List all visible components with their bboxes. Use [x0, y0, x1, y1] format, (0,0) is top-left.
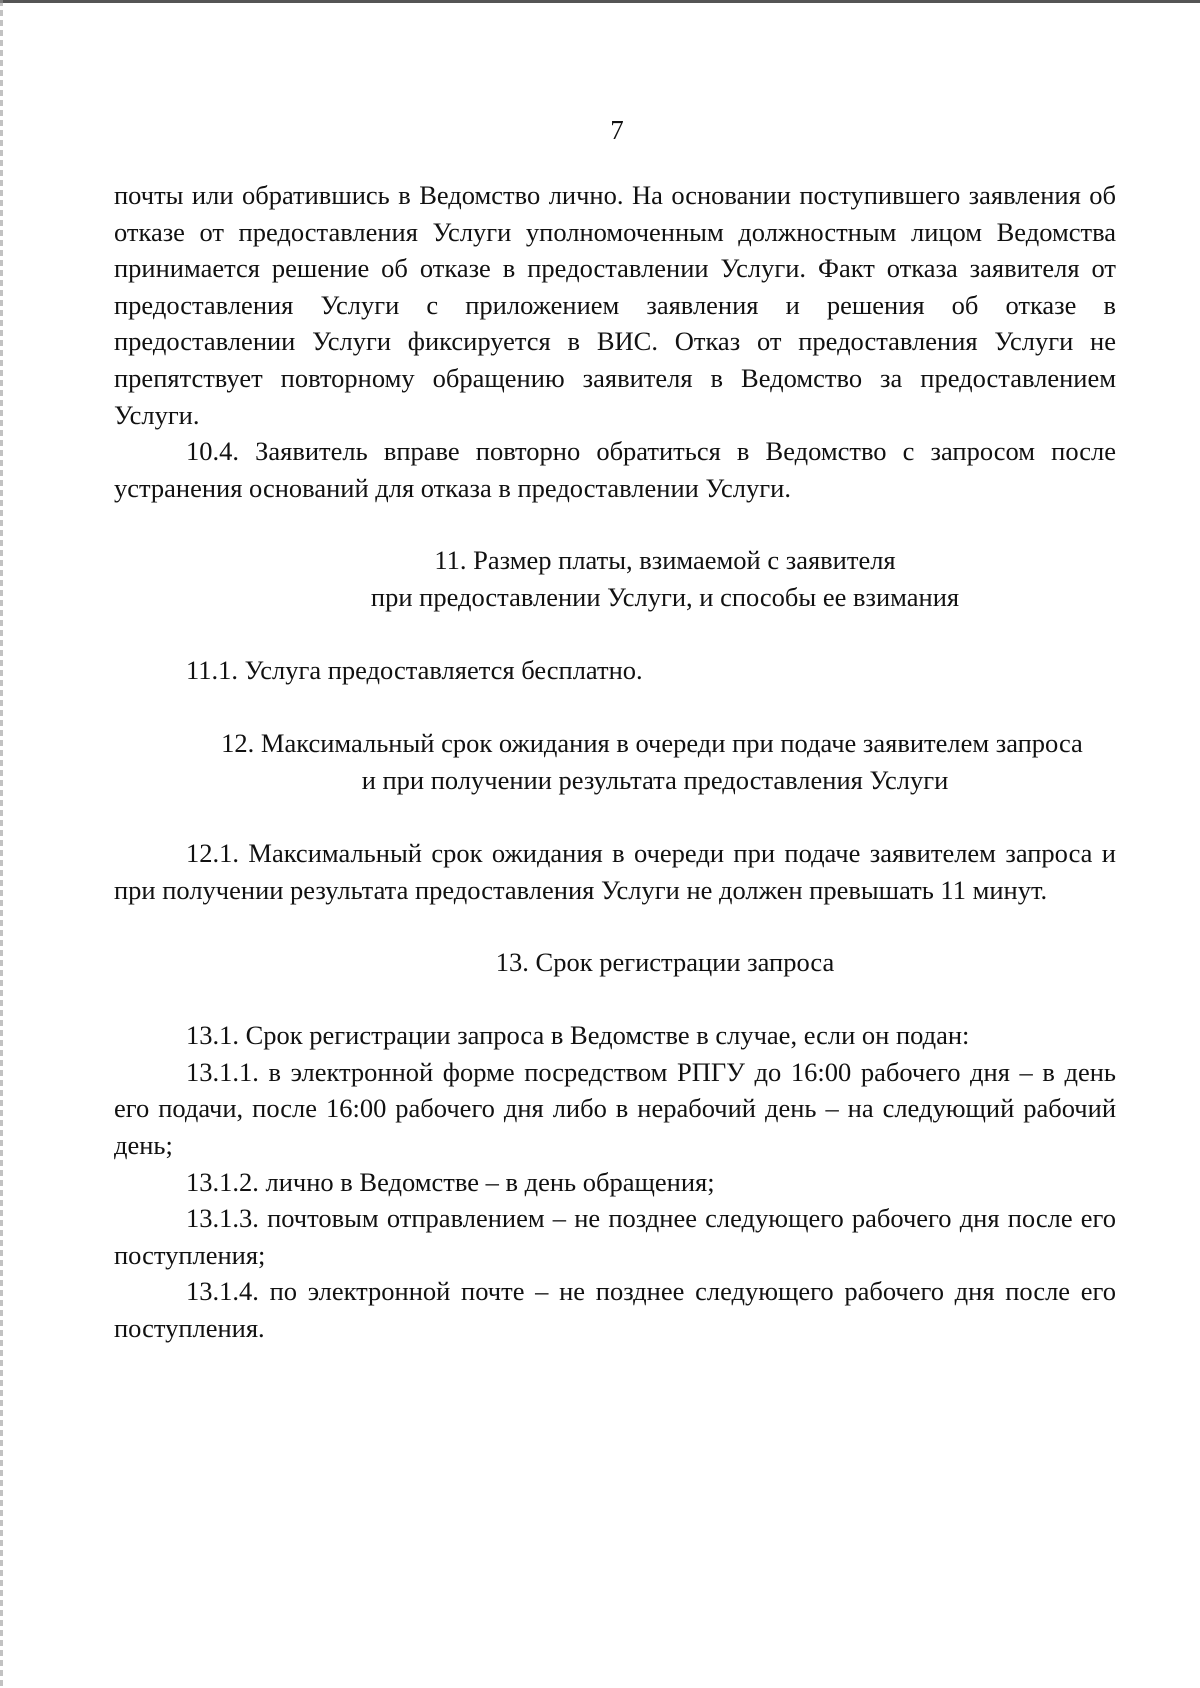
paragraph-13-1: 13.1. Срок регистрации запроса в Ведомстве в случае, если он подан:: [186, 1020, 970, 1051]
section-heading-12-line1: 12. Максимальный срок ожидания в очереди при подаче заявителем запроса: [221, 727, 1083, 758]
section-heading-13-line1: 13. Срок регистрации запроса: [495, 947, 835, 978]
paragraph-11-1: 11.1. Услуга предоставляется бесплатно.: [186, 655, 643, 686]
section-heading-11-line1: 11. Размер платы, взимаемой с заявителя: [434, 545, 896, 576]
section-heading-13: [114, 944, 1116, 981]
document-body: [114, 177, 1116, 1346]
section-heading-12: [114, 725, 1116, 799]
paragraph-13-1-4: 13.1.4. по электронной почте – не позднее следующего рабочего дня после его поступления.: [114, 1276, 1116, 1343]
paragraph-13-1-2: 13.1.2. лично в Ведомстве – в день обращения;: [186, 1166, 715, 1197]
page-number: 7: [610, 115, 624, 145]
scan-border-top: [0, 0, 1200, 3]
paragraph-10-4: 10.4. Заявитель вправе повторно обратиться в Ведомство с запросом после устранения оснований для отказа в предоставлении Услуги.: [114, 436, 1116, 503]
paragraph-13-1-1: 13.1.1. в электронной форме посредством РПГУ до 16:00 рабочего дня – в день его подачи, после 16:00 рабочего дня либо в нерабочий день – на следующий рабочий день;: [114, 1056, 1116, 1160]
paragraph-13-1-3: 13.1.3. почтовым отправлением – не позднее следующего рабочего дня после его поступления;: [114, 1203, 1116, 1270]
section-heading-11: [114, 542, 1116, 616]
section-heading-11-line2: при предоставлении Услуги, и способы ее взимания: [370, 582, 960, 613]
paragraph-12-1: 12.1. Максимальный срок ожидания в очереди при подаче заявителем запроса и при получении результата предоставления Услуги не должен превышать 11 минут.: [114, 837, 1116, 905]
scan-border-left: [0, 0, 3, 1688]
paragraph-continuation: почты или обратившись в Ведомство лично. На основании поступившего заявления об отказе от предоставления Услуги уполномоченным должностным лицом Ведомства принимается решение об отказе в предоставлении Услуги. Факт отказа заявителя от предоставления Услуги с приложением заявления и решения об отказе в предоставлении Услуги фиксируется в ВИС. Отказ от предоставления Услуги не препятствует повторному обращению заявителя в Ведомство за предоставлением Услуги.: [114, 180, 1116, 430]
section-heading-12-line2: и при получении результата предоставления Услуги: [361, 764, 949, 795]
